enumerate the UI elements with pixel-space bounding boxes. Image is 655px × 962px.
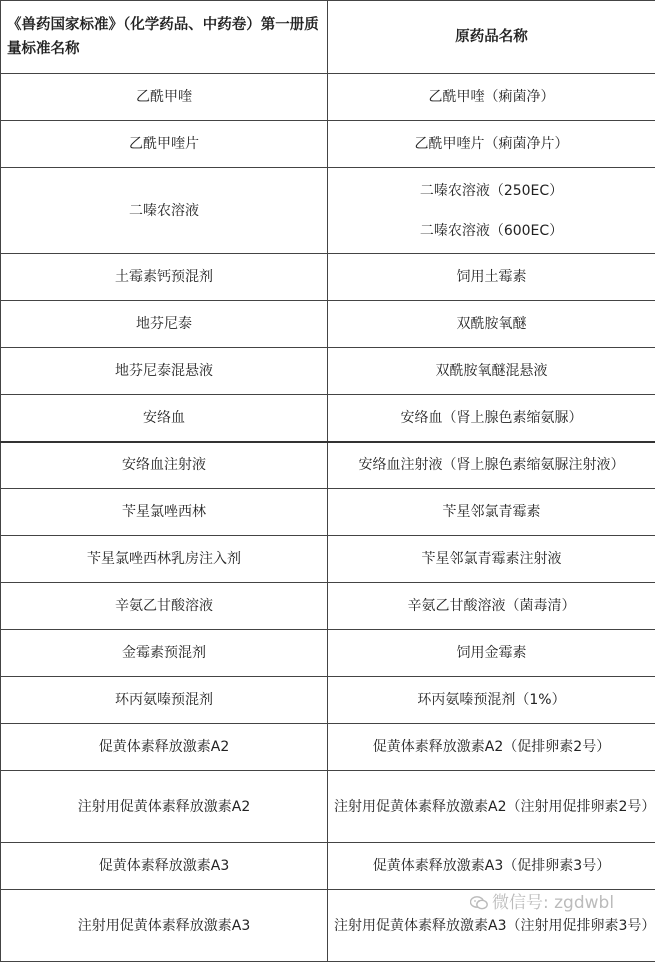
standard-name-cell: 环丙氨嗪预混剂 — [1, 677, 328, 724]
table-row — [1, 630, 655, 677]
original-name-cell: 辛氨乙甘酸溶液（菌毒清） — [328, 583, 655, 630]
watermark — [470, 888, 614, 913]
original-name-cell — [328, 168, 655, 254]
standard-name-cell: 注射用促黄体素释放激素A2 — [1, 771, 328, 843]
standard-name-cell: 乙酰甲喹片 — [1, 121, 328, 168]
standard-name-cell: 土霉素钙预混剂 — [1, 254, 328, 301]
standard-name-cell: 地芬尼泰混悬液 — [1, 348, 328, 395]
original-name-cell: 饲用金霉素 — [328, 630, 655, 677]
original-name-cell: 乙酰甲喹（痢菌净） — [328, 74, 655, 121]
original-name-cell: 促黄体素释放激素A3（促排卵素3号） — [328, 843, 655, 890]
header-original-name: 原药品名称 — [328, 1, 655, 74]
original-name-cell: 安络血（肾上腺色素缩氨脲） — [328, 395, 655, 442]
standard-name-cell: 苄星氯唑西林 — [1, 489, 328, 536]
standard-name-cell: 苄星氯唑西林乳房注入剂 — [1, 536, 328, 583]
table-row — [1, 74, 655, 121]
table-row — [1, 348, 655, 395]
table-row — [1, 254, 655, 301]
original-name-cell: 注射用促黄体素释放激素A3（注射用促排卵素3号） — [328, 890, 655, 962]
standard-name-cell: 金霉素预混剂 — [1, 630, 328, 677]
table-row — [1, 583, 655, 630]
original-name-cell: 双酰胺氧醚混悬液 — [328, 348, 655, 395]
original-name-cell: 乙酰甲喹片（痢菌净片） — [328, 121, 655, 168]
table-row — [1, 843, 655, 890]
table-row — [1, 121, 655, 168]
standard-name-cell: 二嗪农溶液 — [1, 168, 328, 254]
table-row — [1, 771, 655, 843]
original-name-cell: 苄星邻氯青霉素注射液 — [328, 536, 655, 583]
watermark-text: 微信号: zgdwbl — [492, 893, 614, 913]
original-name-cell: 促黄体素释放激素A2（促排卵素2号） — [328, 724, 655, 771]
table-row — [1, 724, 655, 771]
original-name-cell: 饲用土霉素 — [328, 254, 655, 301]
standard-name-cell: 促黄体素释放激素A2 — [1, 724, 328, 771]
table-row — [1, 301, 655, 348]
standard-name-cell: 安络血 — [1, 395, 328, 442]
original-name-cell: 环丙氨嗪预混剂（1%） — [328, 677, 655, 724]
table-row — [1, 442, 655, 489]
standard-name-cell: 促黄体素释放激素A3 — [1, 843, 328, 890]
original-name-line: 二嗪农溶液（250EC） — [334, 179, 649, 203]
table-row — [1, 395, 655, 442]
original-name-cell: 安络血注射液（肾上腺色素缩氨脲注射液） — [328, 442, 655, 489]
original-name-cell: 双酰胺氧醚 — [328, 301, 655, 348]
original-name-cell: 注射用促黄体素释放激素A2（注射用促排卵素2号） — [328, 771, 655, 843]
table-row — [1, 536, 655, 583]
standard-name-cell: 乙酰甲喹 — [1, 74, 328, 121]
table-row — [1, 489, 655, 536]
wechat-icon — [470, 895, 488, 909]
table-row — [1, 168, 655, 254]
table-row — [1, 677, 655, 724]
standard-name-cell: 安络血注射液 — [1, 442, 328, 489]
standard-name-cell: 地芬尼泰 — [1, 301, 328, 348]
original-name-cell: 苄星邻氯青霉素 — [328, 489, 655, 536]
standard-name-cell: 辛氨乙甘酸溶液 — [1, 583, 328, 630]
header-row — [1, 1, 655, 74]
standard-name-cell: 注射用促黄体素释放激素A3 — [1, 890, 328, 962]
original-name-line: 二嗪农溶液（600EC） — [334, 219, 649, 243]
header-standard-name: 《兽药国家标准》（化学药品、中药卷）第一册质量标准名称 — [1, 1, 328, 74]
